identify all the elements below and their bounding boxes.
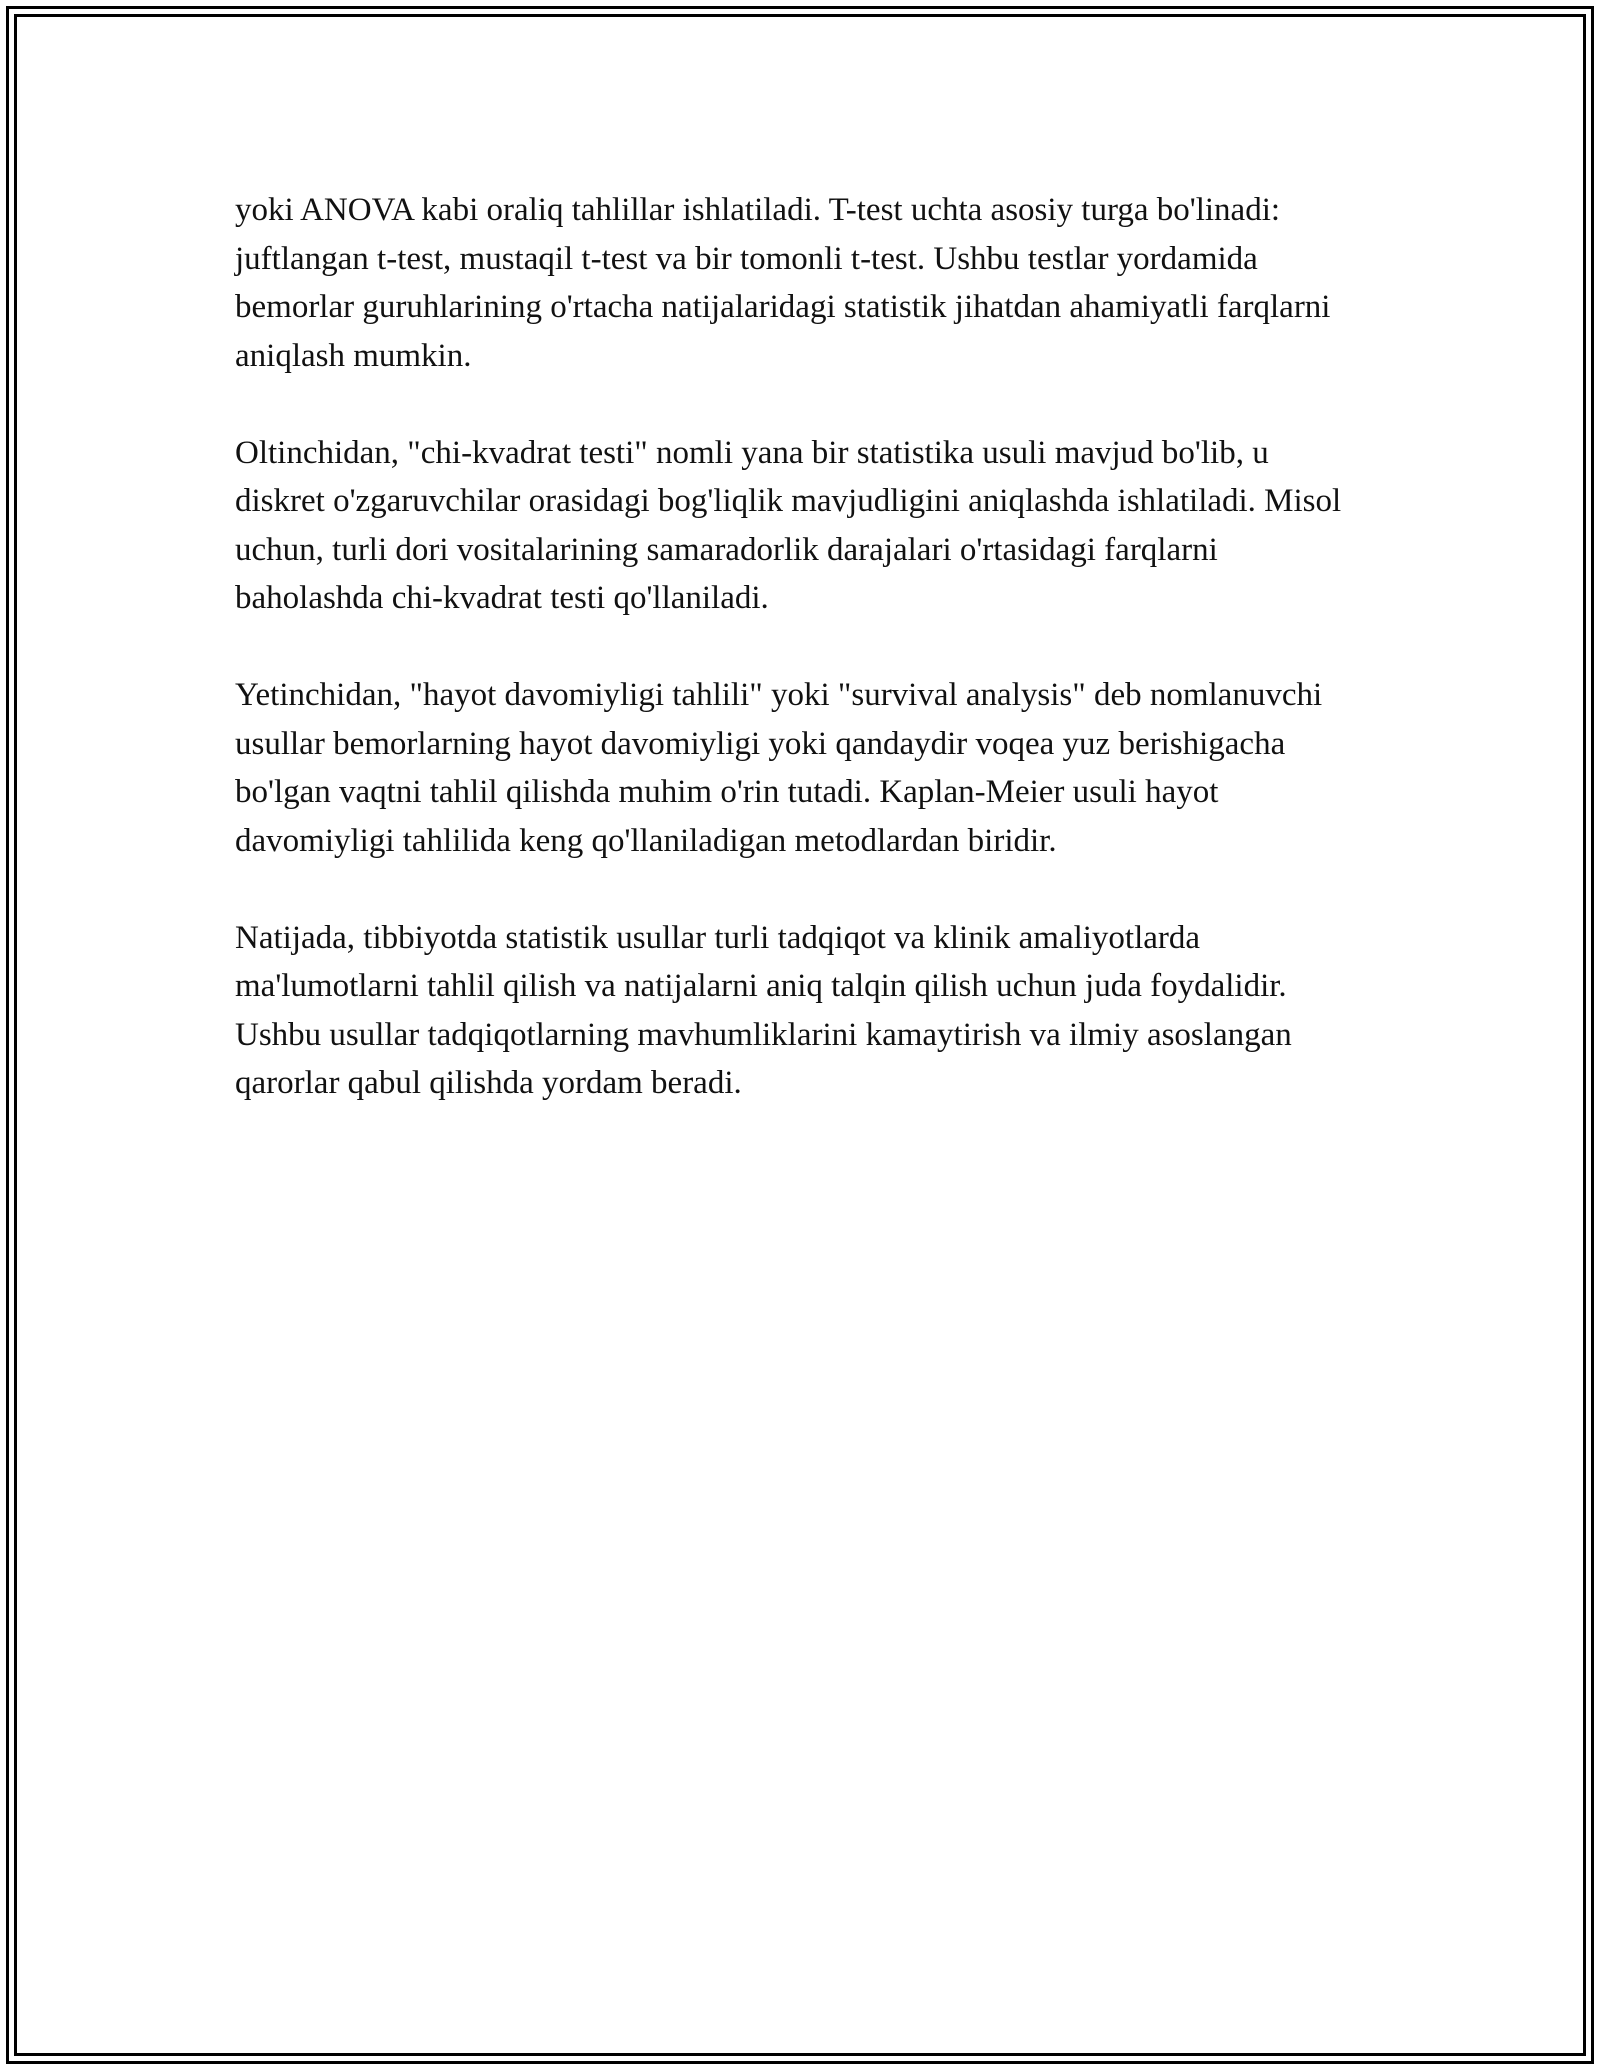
paragraph-3: Yetinchidan, "hayot davomiyligi tahlili" yoki "survival analysis" deb nomlanuvchi usullar bemorlarning hayot davomiyligi yoki qandaydir voqea yuz berishigacha bo'lgan vaqtni tahlil qilishda muhim o'rin tutadi. Kaplan-Meier usuli hayot davomiyligi tahlilida keng qo'llaniladigan metodlardan biridir. (235, 677, 1323, 859)
paragraph-1: yoki ANOVA kabi oraliq tahlillar ishlatiladi. T-test uchta asosiy turga bo'linadi: juftlangan t-test, mustaqil t-test va bir tomonli t-test. Ushbu testlar yordamida bemorlar guruhlarining o'rtacha natijalaridagi statistik jihatdan ahamiyatli farqlarni aniqlash mumkin. (235, 192, 1331, 374)
paragraph-4: Natijada, tibbiyotda statistik usullar turli tadqiqot va klinik amaliyotlarda ma'lumotlarni tahlil qilish va natijalarni aniq talqin qilish uchun juda foydalidir. Ushbu usullar tadqiqotlarning mavhumliklarini kamaytirish va ilmiy asoslangan qarorlar qabul qilishda yordam beradi. (235, 919, 1292, 1101)
document-body (235, 186, 1365, 1156)
paragraph-2: Oltinchidan, "chi-kvadrat testi" nomli yana bir statistika usuli mavjud bo'lib, u diskret o'zgaruvchilar orasidagi bog'liqlik mavjudligini aniqlashda ishlatiladi. Misol uchun, turli dori vositalarining samaradorlik darajalari o'rtasidagi farqlarni baholashda chi-kvadrat testi qo'llaniladi. (235, 434, 1342, 616)
